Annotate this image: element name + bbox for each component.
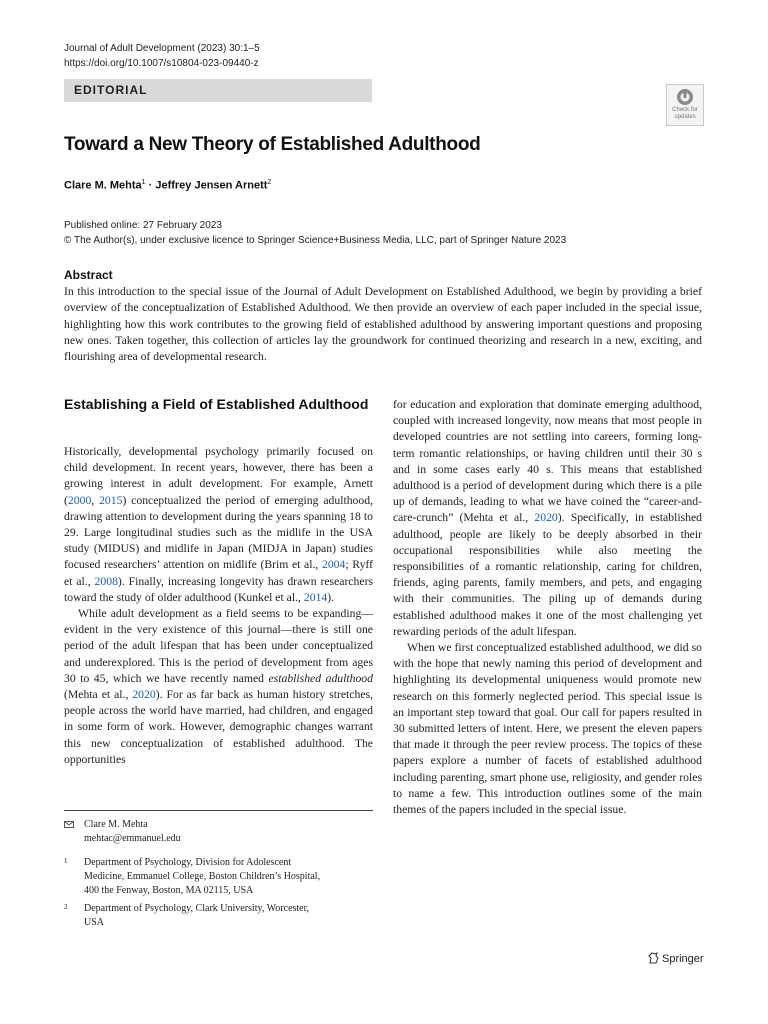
affiliation-note [64,902,373,930]
affiliation-line: Medicine, Emmanuel College, Boston Children’s Hospital, [84,871,321,882]
journal-citation [64,41,260,71]
paragraph: While adult development as a field seems to be expanding—evident in the very existence of this journal—there is still one period of the adult lifespan that has been under conceptualized and underexplored. This is the period of development from ages 30 to 45, which we have recently named established adulthood (Mehta et al., 2020). For as far back as human history stretches, people across the world have married, had children, and engaged in some form of work. However, demographic changes warrant this new conceptualization of established adulthood. The opportunities [64,607,373,766]
paragraph: for education and exploration that dominate emerging adulthood, coupled with increased longevity, now means that most people in developed countries are not settling into careers, forming long-term romantic relationships, or having children until their 30 s and in some cases early 40 s. This means that established adulthood is a period of development during which there is a pile up of demands, leading to what we have coined the “career-and-care-crunch” (Mehta et al., 2020). Specifically, in established adulthood, people are likely to be deeply absorbed in their occupational responsibilities while also meeting the responsibilities of a romantic relationship, caring for children, friends, aging parents, family members, and pets, and engaging with their communities. The piling up of demands during established adulthood makes it one of the most challenging yet rewarding periods of the adult lifespan. [393,398,702,638]
citation-link[interactable]: 2014 [303,590,328,604]
left-column-body [64,444,373,768]
correspondence-note [64,818,373,846]
author-separator: · [145,179,156,192]
envelope-icon [64,821,74,828]
publisher-logo [648,952,704,965]
contact-email[interactable]: mehtac@emmanuel.edu [84,833,181,844]
affiliation-line: 400 the Fenway, Boston, MA 02115, USA [84,885,254,896]
copyright-line: © The Author(s), under exclusive licence to Springer Science+Business Media, LLC, part of Springer Nature 2023 [64,235,567,246]
author-name[interactable]: Clare M. Mehta [64,179,142,192]
citation-link[interactable]: 2020 [132,688,156,702]
publication-info [64,218,566,248]
abstract-heading: Abstract [64,268,113,282]
journal-line: Journal of Adult Development (2023) 30:1–5 [64,43,260,54]
article-title: Toward a New Theory of Established Adulthood [64,134,481,155]
springer-horse-icon [648,952,659,964]
citation-link[interactable]: 2015 [99,493,123,507]
citation-link[interactable]: 2020 [534,511,558,525]
affiliation-marker: 1 [141,179,146,186]
citation-link[interactable]: 2000 [67,493,92,507]
footnote-rule [64,810,373,811]
author-list [64,179,271,192]
publisher-name: Springer [662,953,704,965]
paragraph: When we first conceptualized established adulthood, we did so with the hope that newly naming this period of development and highlighting its developmental uniqueness would promote new research on this formerly neglected period. This special issue is an important step toward that goal. Our call for papers resulted in 30 submitted letters of intent. Here, we present the eleven papers that made it through the peer review process. The topics of these papers explore a number of facets of established adulthood including parenting, smart phone use, religiosity, and gender roles to name a few. This introduction outlines some of the main themes of the papers included in the special issue. [393,641,702,817]
check-updates-icon [676,88,694,106]
citation-link[interactable]: 2008 [94,574,118,588]
check-for-updates-badge[interactable] [666,84,704,126]
doi-link[interactable]: https://doi.org/10.1007/s10804-023-09440-z [64,58,259,69]
citation-link[interactable]: 2004 [321,558,346,572]
paragraph: Historically, developmental psychology primarily focused on child development. In recent years, however, there has been a growing interest in adult development. For example, Arnett (2000, 2015) conceptualized the period of emerging adulthood, drawing attention to development during the years spanning 18 to 29. Large longitudinal studies such as the midlife in the USA study (MIDUS) and midlife in Japan (MIDJA in Japan) studies focused researchers’ attention on midlife (Brim et al., 2004; Ryff et al., 2008). Finally, increasing longevity has drawn researchers toward the study of older adulthood (Kunkel et al., 2014). [64,445,374,604]
affiliation-line: USA [84,917,105,928]
published-date: Published online: 27 February 2023 [64,220,222,231]
affiliation-line: Department of Psychology, Clark University, Worcester, [84,903,310,914]
abstract-text: In this introduction to the special issue of the Journal of Adult Development on Established Adulthood, we begin by providing a brief overview of the conceptualization of Established Adulthood. We then provide an overview of each paper included in the special issue, highlighting how this work contributes to the growing field of established adulthood by answering important questions and proposing new ones. Taken together, this collection of articles lay the groundwork for continued theorizing and research in a new, exciting, and flourishing area of developmental research. [64,285,702,364]
affiliation-number: 2 [64,903,68,911]
badge-text: Check for updates [672,107,698,120]
affiliation-note [64,856,373,898]
right-column-body [393,397,702,818]
section-label-bar [64,79,372,102]
section-heading: Establishing a Field of Established Adulthood [64,396,369,412]
emphasis: established adulthood [268,671,373,685]
contact-name: Clare M. Mehta [84,819,148,830]
affiliation-line: Department of Psychology, Division for Adolescent [84,857,292,868]
affiliation-marker: 2 [267,179,272,186]
affiliation-number: 1 [64,857,68,865]
section-label: EDITORIAL [74,83,148,97]
author-name[interactable]: Jeffrey Jensen Arnett [155,179,268,192]
